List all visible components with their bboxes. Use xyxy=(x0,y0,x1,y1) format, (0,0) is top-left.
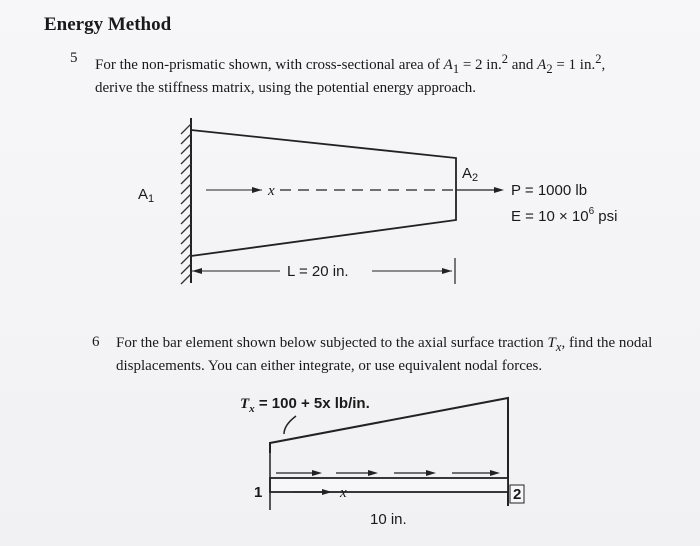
load-label: P = 1000 lb xyxy=(511,182,588,199)
problem-6-line1-pre: For the bar element shown below subjected to the axial surface traction xyxy=(116,335,548,351)
x-axis-label-2: x xyxy=(340,485,347,501)
modulus-value: E = 10 × 10 xyxy=(511,208,589,225)
traction-leader xyxy=(284,416,296,434)
problem-5-number: 5 xyxy=(70,50,78,66)
node-2-label: 2 xyxy=(513,486,522,503)
area-2-value: = 1 in. xyxy=(552,57,596,73)
and-text: and xyxy=(507,57,538,73)
problem-6-line2: displacements. You can either integrate, or use equivalent nodal forces. xyxy=(116,358,543,374)
traction-eq-subscript: x xyxy=(249,403,255,415)
problem-6-line1-post: , find the nodal xyxy=(561,335,653,351)
problem-5-line2: derive the stiffness matrix, using the potential energy approach. xyxy=(95,80,477,96)
area-2-symbol: A xyxy=(537,57,547,73)
area-1-value: = 2 in. xyxy=(459,57,502,73)
modulus-unit: psi xyxy=(594,208,618,225)
problem-6-number: 6 xyxy=(92,334,100,350)
traction-eq-value: = 100 + 5x lb/in. xyxy=(254,395,370,412)
traction-equation xyxy=(240,395,370,415)
length-label: L = 20 in. xyxy=(287,263,349,280)
area-1-label-subscript: 1 xyxy=(148,193,155,205)
comma: , xyxy=(601,57,606,73)
traction-symbol: T xyxy=(547,335,556,351)
node-1-label: 1 xyxy=(254,484,263,501)
bar-length-label: 10 in. xyxy=(370,511,407,528)
problem-5-line1-pre: For the non-prismatic shown, with cross-sectional area of xyxy=(95,57,444,73)
x-axis-label: x xyxy=(268,183,275,199)
area-1-exponent: 2 xyxy=(501,52,508,66)
area-2-exponent: 2 xyxy=(595,52,602,66)
area-2-label-subscript: 2 xyxy=(472,172,479,184)
area-2-label-symbol: A xyxy=(462,165,473,182)
area-2-subscript: 2 xyxy=(546,62,553,76)
traction-eq-symbol: T xyxy=(240,396,250,412)
page-title: Energy Method xyxy=(44,14,172,35)
bar-element xyxy=(270,478,508,492)
modulus-exponent: 6 xyxy=(588,206,595,217)
area-1-label-symbol: A xyxy=(138,186,149,203)
traction-subscript: x xyxy=(555,340,562,354)
area-1-subscript: 1 xyxy=(452,62,460,76)
area-1-symbol: A xyxy=(443,57,453,73)
